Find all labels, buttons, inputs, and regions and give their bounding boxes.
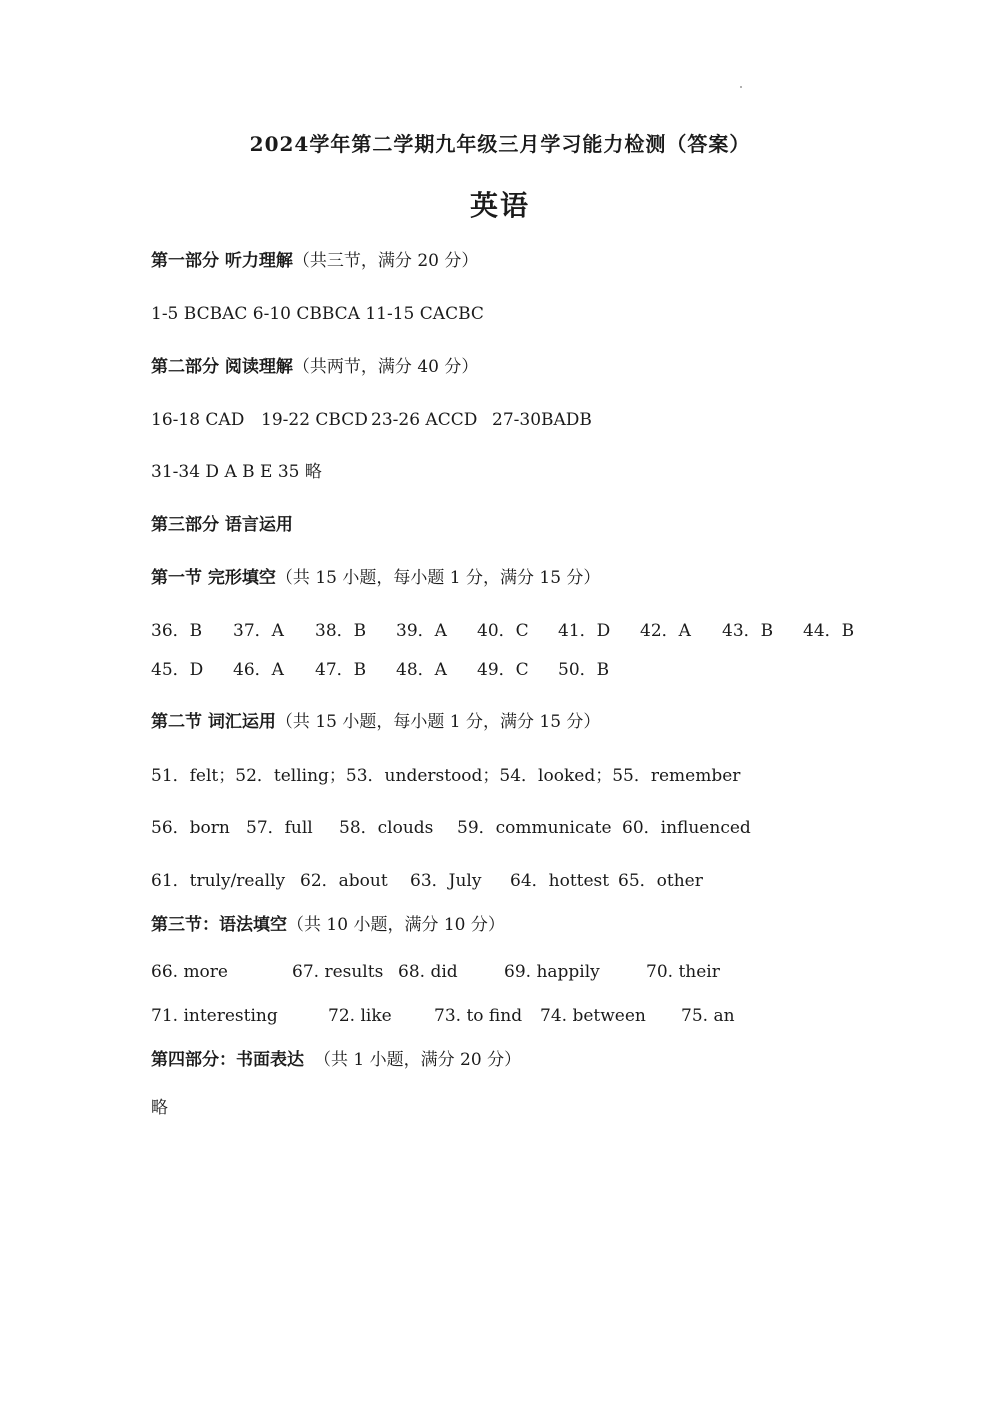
section2-header (151, 710, 600, 734)
grammar-answer: 69. happily (504, 962, 600, 982)
section1-header (151, 566, 600, 590)
cloze-answer: 45．D (151, 660, 204, 680)
part4-answer: 略 (151, 1098, 168, 1118)
cloze-answer: 37．A (233, 621, 284, 641)
cloze-answer: 36．B (151, 621, 203, 641)
cloze-answer: 48．A (396, 660, 447, 680)
part2-header (151, 355, 478, 379)
cloze-answer: 47．B (315, 660, 367, 680)
section2-note: （共 15 小题，每小题 1 分，满分 15 分） (275, 712, 601, 732)
section1-heading: 第一节 完形填空 (151, 568, 276, 588)
grammar-answer: 71. interesting (151, 1006, 278, 1026)
vocab-answer: 64．hottest (510, 871, 610, 891)
cloze-answer: 41．D (558, 621, 611, 641)
part1-note: （共三节，满分 20 分） (292, 251, 479, 271)
subject-heading: 英语 (469, 189, 530, 222)
part3-heading: 第三部分 语言运用 (151, 515, 293, 535)
vocab-answer: 61．truly/really (151, 871, 286, 891)
grammar-answer: 74. between (540, 1006, 646, 1026)
cloze-answer: 40．C (477, 621, 529, 641)
grammar-answer: 68. did (398, 962, 458, 982)
vocab-answer: 57．full (246, 818, 313, 838)
page-title: 2024学年第二学期九年级三月学习能力检测（答案） (249, 132, 751, 156)
cloze-answer: 46．A (233, 660, 284, 680)
part2-answer: 19-22 CBCD (261, 410, 368, 430)
part2-answer: 23-26 ACCD (371, 410, 478, 430)
cloze-answer: 50．B (558, 660, 610, 680)
grammar-answer: 70. their (646, 962, 720, 982)
section2-heading: 第二节 词汇运用 (151, 712, 276, 732)
vocab-answer: 65．other (618, 871, 703, 891)
scan-dot (740, 86, 742, 88)
part1-answers: 1-5 BCBAC 6-10 CBBCA 11-15 CACBC (151, 304, 484, 324)
grammar-answer: 67. results (292, 962, 384, 982)
part4-heading: 第四部分：书面表达 (151, 1050, 304, 1070)
vocab-answers-row1: 51．felt；52．telling；53．understood；54．looked；55．remember (151, 766, 741, 786)
part2-answer: 27-30BADB (492, 410, 592, 430)
grammar-answer: 66. more (151, 962, 228, 982)
cloze-answer: 42．A (640, 621, 691, 641)
part4-header (151, 1048, 521, 1072)
section1-note: （共 15 小题，每小题 1 分，满分 15 分） (275, 568, 601, 588)
cloze-answer: 49．C (477, 660, 529, 680)
grammar-answer: 72. like (328, 1006, 392, 1026)
part4-note: （共 1 小题，满分 20 分） (314, 1050, 522, 1070)
section3-note: （共 10 小题，满分 10 分） (287, 915, 505, 935)
part1-header (151, 249, 478, 273)
grammar-answer: 73. to find (434, 1006, 523, 1026)
section3-header (151, 913, 505, 937)
grammar-answer: 75. an (681, 1006, 735, 1026)
part2-answers-row2: 31-34 D A B E 35 略 (151, 462, 322, 482)
cloze-answer: 43．B (722, 621, 774, 641)
section3-heading: 第三节：语法填空 (151, 915, 287, 935)
vocab-answer: 58．clouds (339, 818, 434, 838)
cloze-answer: 38．B (315, 621, 367, 641)
cloze-answer: 39．A (396, 621, 447, 641)
part2-heading: 第二部分 阅读理解 (151, 357, 293, 377)
vocab-answer: 59．communicate (457, 818, 612, 838)
part1-heading: 第一部分 听力理解 (151, 251, 293, 271)
vocab-answer: 63．July (410, 871, 482, 891)
cloze-answer: 44．B (803, 621, 855, 641)
part2-note: （共两节，满分 40 分） (292, 357, 479, 377)
vocab-answer: 62．about (300, 871, 388, 891)
part2-answer: 16-18 CAD (151, 410, 245, 430)
vocab-answer: 60．influenced (622, 818, 751, 838)
vocab-answer: 56．born (151, 818, 230, 838)
